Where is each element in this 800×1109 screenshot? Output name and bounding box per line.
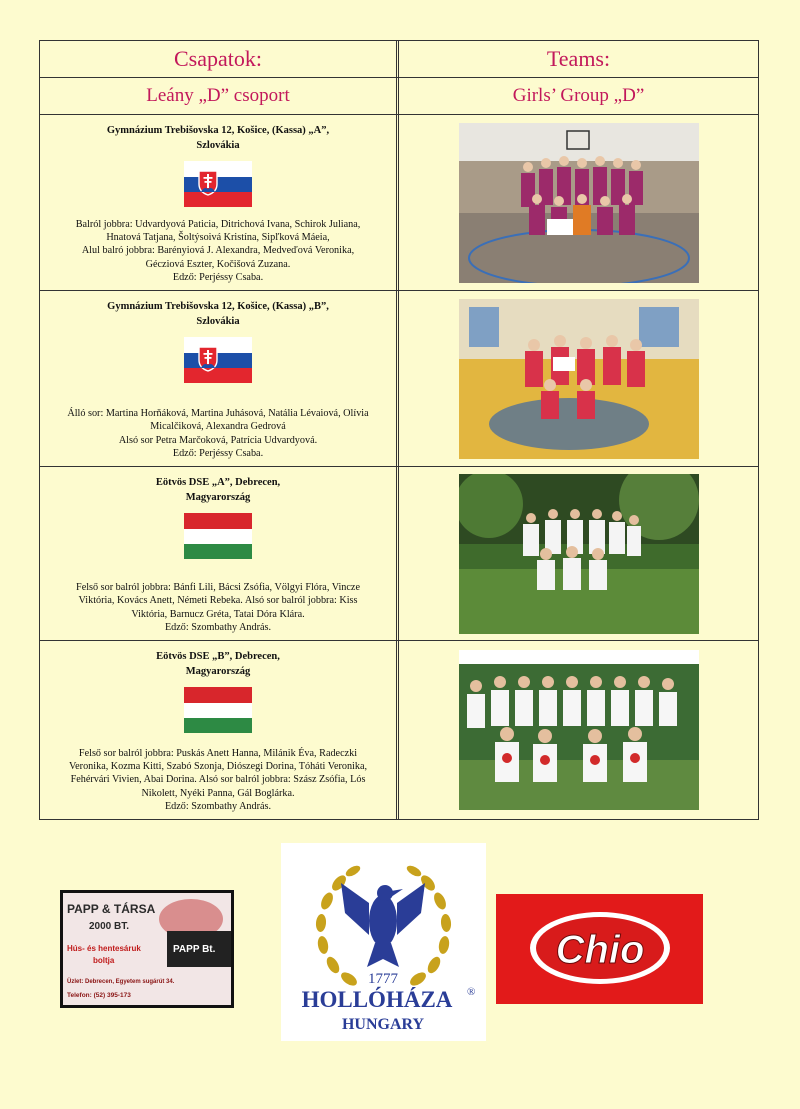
team-country: Magyarország — [185, 492, 251, 504]
papp-badge: PAPP Bt. — [173, 944, 216, 955]
slovakia-flag — [184, 337, 252, 383]
teams-table — [39, 40, 759, 820]
team-row — [40, 641, 758, 819]
papp-addr: Üzlet: Debrecen, Egyetem sugárút 34. — [67, 979, 175, 985]
team-members — [67, 407, 368, 460]
member-line: Felső sor balról jobbra: Puskás Anett Hanna, Milánik Éva, Radeczki — [78, 747, 358, 759]
team-name: Gymnázium Trebišovska 12, Košice, (Kassa) „A”, — [106, 125, 330, 136]
team-members — [76, 581, 360, 634]
papp-line1: Hús- és hentesáruk — [67, 944, 141, 953]
header-hu: Csapatok: — [40, 41, 399, 77]
member-line: Fehérvári Vivien, Abai Dorina. Alsó sor balról jobbra: Szász Zsófia, Lós — [70, 774, 366, 786]
raven-icon — [341, 883, 425, 967]
group-hu: Leány „D” csoport — [40, 78, 399, 114]
group-en: Girls’ Group „D” — [512, 85, 645, 106]
team-photo — [459, 123, 699, 283]
team-info — [40, 115, 399, 290]
hollo-year: 1777 — [368, 971, 398, 987]
team-photo — [459, 474, 699, 634]
team-name: Eötvös DSE „B”, Debrecen, — [156, 651, 280, 662]
team-photo — [459, 299, 699, 459]
team-country: Magyarország — [185, 666, 251, 678]
team-row — [40, 291, 758, 467]
chio-logo — [496, 894, 703, 1004]
team-info — [40, 641, 399, 819]
member-line: Edző: Szombathy András. — [164, 621, 272, 633]
member-line: Micalčiková, Alexandra Gedrová — [150, 421, 286, 433]
header-row — [40, 41, 758, 78]
hungary-flag — [184, 687, 252, 733]
hollo-reg: ® — [467, 986, 476, 998]
member-line: Alul balró jobbra: Barényiová J. Alexandra, Medveďová Veronika, — [81, 245, 355, 257]
team-photo — [459, 650, 699, 810]
member-line: Viktória, Kovács Anett, Németi Rebeka. Alsó sor balról jobbra: Kiss — [78, 595, 358, 607]
member-line: Felső sor balról jobbra: Bánfi Lili, Bácsi Zsófia, Völgyi Flóra, Vincze — [76, 582, 360, 593]
member-line: Alsó sor Petra Marčoková, Patrícia Udvardyová. — [118, 434, 318, 446]
papp-sub: 2000 BT. — [89, 921, 130, 932]
team-name: Eötvös DSE „A”, Debrecen, — [155, 477, 281, 488]
team-row — [40, 115, 758, 291]
member-line: Edző: Perjéssy Csaba. — [172, 271, 264, 283]
team-info — [40, 467, 399, 640]
team-info — [40, 291, 399, 466]
member-line: Edző: Szombathy András. — [164, 800, 272, 812]
team-row — [40, 467, 758, 641]
group-row — [40, 78, 758, 115]
chio-name: Chio — [555, 928, 645, 972]
team-country: Szlovákia — [196, 316, 240, 328]
team-name: Gymnázium Trebišovska 12, Košice, (Kassa) „B”, — [107, 301, 329, 312]
member-line: Veronika, Kozma Kitti, Szabó Szonja, Diószegi Dorina, Tóháti Veronika, — [68, 761, 368, 772]
member-line: Álló sor: Martina Horňáková, Martina Juhásová, Natália Lévaiová, Olívia — [67, 408, 369, 419]
team-members — [69, 747, 367, 813]
team-members — [76, 218, 361, 284]
member-line: Viktória, Barnucz Gréta, Tatai Dóra Klára. — [131, 608, 305, 620]
member-line: Hnatová Tatjana, Šoltýsoivá Kristína, Sipľková Máeia, — [106, 232, 330, 243]
team-country: Szlovákia — [196, 140, 240, 152]
hungary-flag — [184, 513, 252, 559]
papp-title: PAPP & TÁRSA — [67, 902, 156, 916]
member-line: Edző: Perjéssy Csaba. — [172, 447, 264, 459]
sponsor-logos — [0, 840, 800, 1050]
member-line: Gécziová Eszter, Kočišová Zuzana. — [145, 258, 291, 270]
papp-tarsa-logo — [60, 890, 234, 1008]
papp-line2: boltja — [93, 956, 115, 965]
hollo-name: HOLLÓHÁZA — [301, 987, 453, 1012]
papp-phone: Telefon: (52) 395-173 — [67, 992, 131, 999]
hollo-country: HUNGARY — [341, 1016, 425, 1033]
header-en: Teams: — [546, 46, 611, 71]
member-line: Nikolett, Nyéki Panna, Gál Boglárka. — [141, 787, 295, 799]
hollohaza-logo — [281, 843, 486, 1041]
slovakia-flag — [184, 161, 252, 207]
member-line: Balról jobbra: Udvardyová Paticia, Ditrichová Ivana, Schirok Juliana, — [75, 218, 361, 230]
